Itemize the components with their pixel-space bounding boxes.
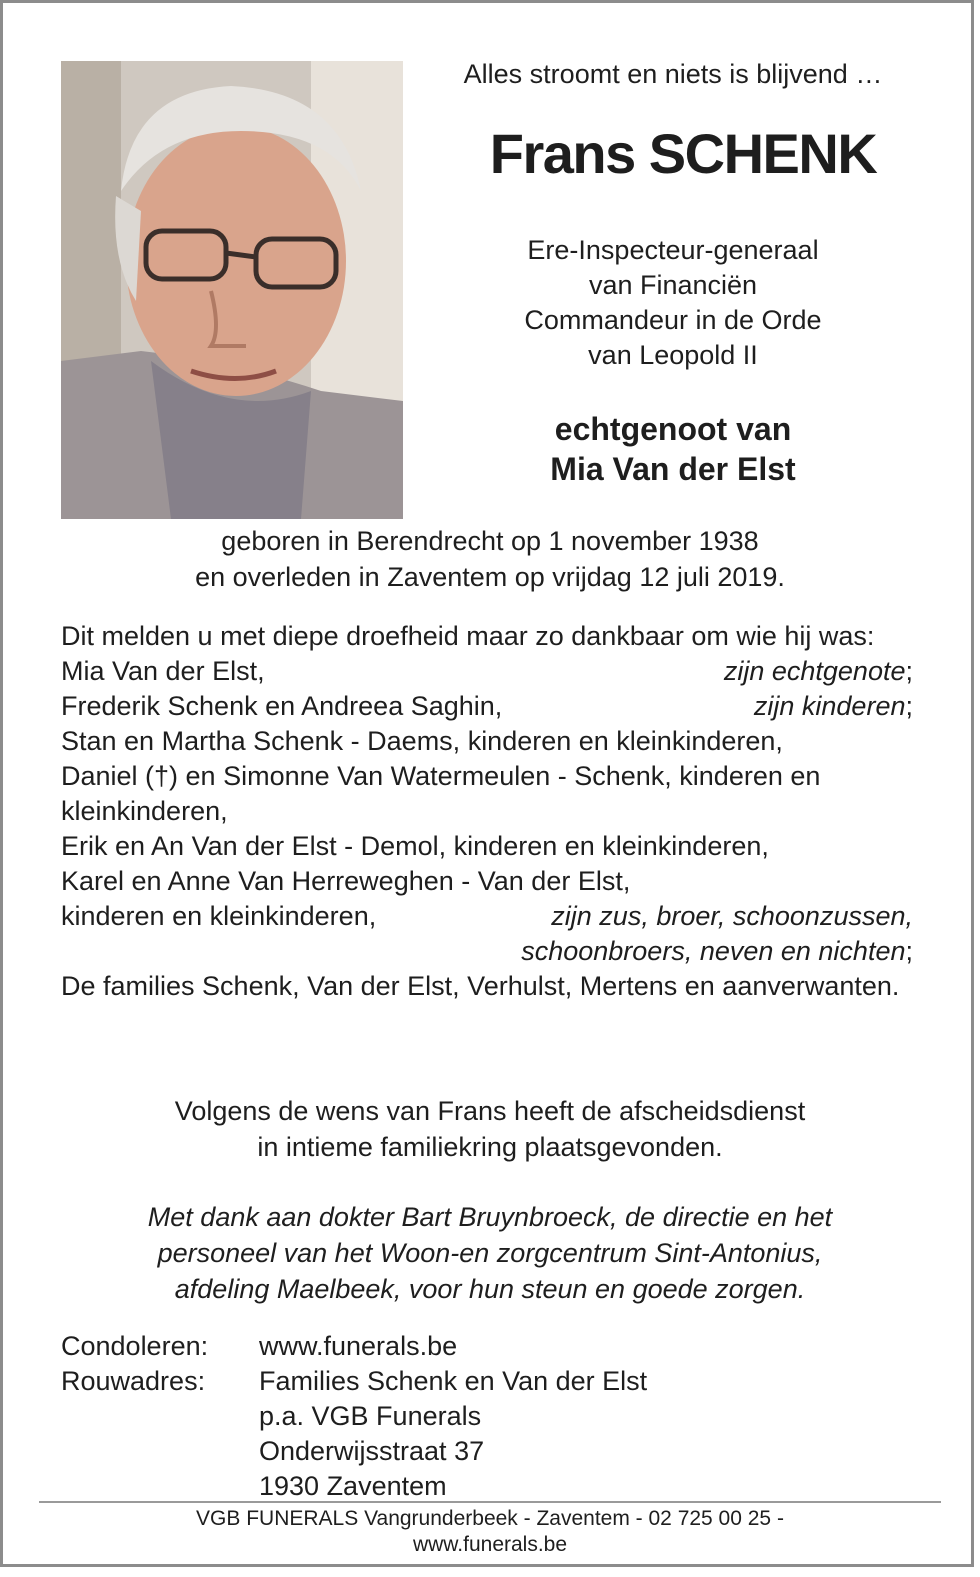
contact-block [61, 1329, 921, 1504]
title-line: van Leopold II [588, 340, 758, 370]
announcement-intro: Dit melden u met diepe droefheid maar zo dankbaar om wie hij was: [61, 621, 875, 651]
life-dates [43, 523, 937, 595]
family-names: Frederik Schenk en Andreea Saghin, [61, 691, 503, 721]
announcement-text [61, 619, 913, 1004]
address-line: 1930 Zaventem [259, 1471, 447, 1501]
family-line-in-laws [61, 934, 913, 969]
punctuation: ; [905, 691, 913, 721]
farewell-service-note [43, 1093, 937, 1165]
condolences-link[interactable]: www.funerals.be [259, 1331, 458, 1361]
funeral-home-footer [43, 1506, 937, 1558]
deceased-name: Frans SCHENK [489, 122, 877, 185]
footer-line: VGB FUNERALS Vangrunderbeek - Zaventem - 02 725 00 25 - [196, 1507, 784, 1530]
punctuation: ; [905, 656, 913, 686]
portrait-photo [61, 61, 403, 519]
family-names: kinderen en kleinkinderen, [61, 901, 377, 931]
family-relation: zijn kinderen [753, 691, 906, 721]
title-line: Ere-Inspecteur-generaal [527, 235, 819, 265]
spouse-line [423, 409, 923, 489]
condolences-label: Condoleren: [61, 1331, 209, 1361]
thanks-line: personeel van het Woon-en zorgcentrum Sint-Antonius, [157, 1238, 823, 1268]
spouse-relation: echtgenoot van [554, 411, 792, 447]
family-line-erik: Erik en An Van der Elst - Demol, kinderen en kleinkinderen, [61, 831, 769, 861]
family-relation: zijn echtgenote [723, 656, 906, 686]
family-line-children [61, 689, 913, 724]
wish-line: Volgens de wens van Frans heeft de afscheidsdienst [174, 1096, 806, 1126]
family-line-daniel: Daniel (†) en Simonne Van Watermeulen - Schenk, kinderen en kleinkinderen, [61, 761, 821, 826]
family-line-stan: Stan en Martha Schenk - Daems, kinderen en kleinkinderen, [61, 726, 783, 756]
death-line: en overleden in Zaventem op vrijdag 12 juli 2019. [195, 562, 785, 592]
address-line: Onderwijsstraat 37 [259, 1436, 485, 1466]
footer-link[interactable]: www.funerals.be [412, 1533, 568, 1556]
punctuation: ; [905, 936, 913, 966]
family-names: Mia Van der Elst, [61, 656, 265, 686]
thanks-line: Met dank aan dokter Bart Bruynbroeck, de directie en het [147, 1202, 833, 1232]
birth-line: geboren in Berendrecht op 1 november 1938 [221, 526, 759, 556]
family-relation: schoonbroers, neven en nichten [521, 936, 906, 966]
address-line: Families Schenk en Van der Elst [259, 1366, 648, 1396]
spouse-name: Mia Van der Elst [550, 451, 796, 487]
honorary-titles [423, 233, 923, 373]
address-label: Rouwadres: [61, 1366, 206, 1396]
title-line: Commandeur in de Orde [524, 305, 822, 335]
family-line-families: De families Schenk, Van der Elst, Verhulst, Mertens en aanverwanten. [61, 971, 900, 1001]
address-line: p.a. VGB Funerals [259, 1401, 482, 1431]
family-line-spouse [61, 654, 913, 689]
family-relation: zijn zus, broer, schoonzussen, [551, 901, 913, 931]
title-line: van Financiën [588, 270, 758, 300]
wish-line: in intieme familiekring plaatsgevonden. [257, 1132, 723, 1162]
footer-divider [39, 1501, 941, 1503]
motto: Alles stroomt en niets is blijvend … [463, 59, 883, 89]
family-line-karel-continued [61, 899, 913, 934]
thanks-line: afdeling Maelbeek, voor hun steun en goede zorgen. [174, 1274, 806, 1304]
family-line-karel: Karel en Anne Van Herreweghen - Van der Elst, [61, 866, 631, 896]
thanks-note [43, 1199, 937, 1307]
